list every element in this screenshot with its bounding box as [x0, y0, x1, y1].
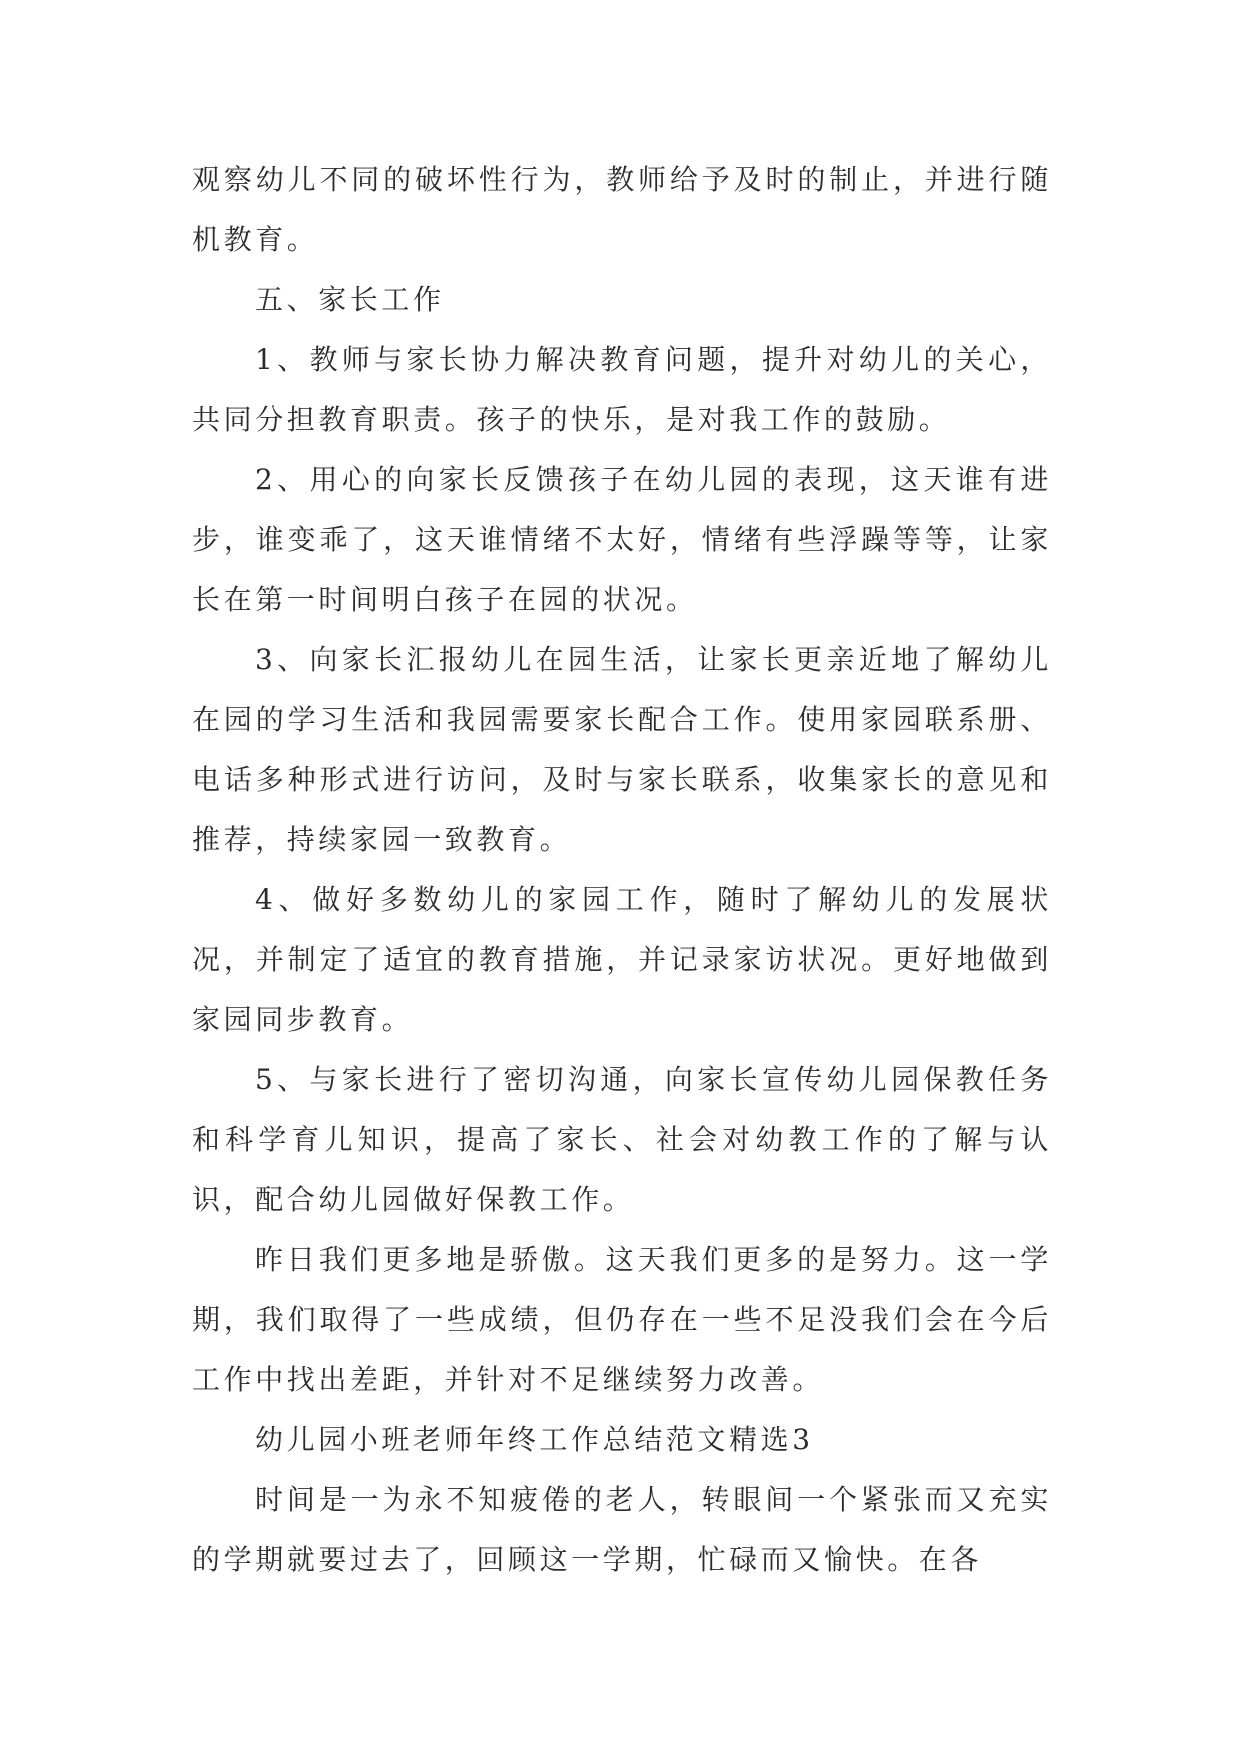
paragraph-item-2: 2、用心的向家长反馈孩子在幼儿园的表现，这天谁有进步，谁变乖了，这天谁情绪不太好，情绪有些浮躁等等，让家长在第一时间明白孩子在园的状况。: [192, 463, 1052, 616]
paragraph-item-1: 1、教师与家长协力解决教育问题，提升对幼儿的关心，共同分担教育职责。孩子的快乐，是对我工作的鼓励。: [192, 343, 1052, 436]
paragraph-item-5: 5、与家长进行了密切沟通，向家长宣传幼儿园保教任务和科学育儿知识，提高了家长、社会对幼教工作的了解与认识，配合幼儿园做好保教工作。: [192, 1063, 1052, 1216]
section-heading-parent-work: 五、家长工作: [255, 283, 445, 316]
paragraph-item-3: 3、向家长汇报幼儿在园生活，让家长更亲近地了解幼儿在园的学习生活和我园需要家长配合工作。使用家园联系册、电话多种形式进行访问，及时与家长联系，收集家长的意见和推荐，持续家园一致教育。: [192, 643, 1052, 856]
document-body: [192, 150, 1052, 1590]
paragraph-continuation: 观察幼儿不同的破坏性行为，教师给予及时的制止，并进行随机教育。: [192, 163, 1052, 256]
paragraph-item-4: 4、做好多数幼儿的家园工作，随时了解幼儿的发展状况，并制定了适宜的教育措施，并记录家访状况。更好地做到家园同步教育。: [192, 883, 1052, 1036]
paragraph-conclusion: 昨日我们更多地是骄傲。这天我们更多的是努力。这一学期，我们取得了一些成绩，但仍存在一些不足没我们会在今后工作中找出差距，并针对不足继续努力改善。: [192, 1243, 1052, 1396]
article-title: 幼儿园小班老师年终工作总结范文精选3: [255, 1423, 814, 1456]
paragraph-opening: 时间是一为永不知疲倦的老人，转眼间一个紧张而又充实的学期就要过去了，回顾这一学期，忙碌而又愉快。在各: [192, 1483, 1052, 1576]
